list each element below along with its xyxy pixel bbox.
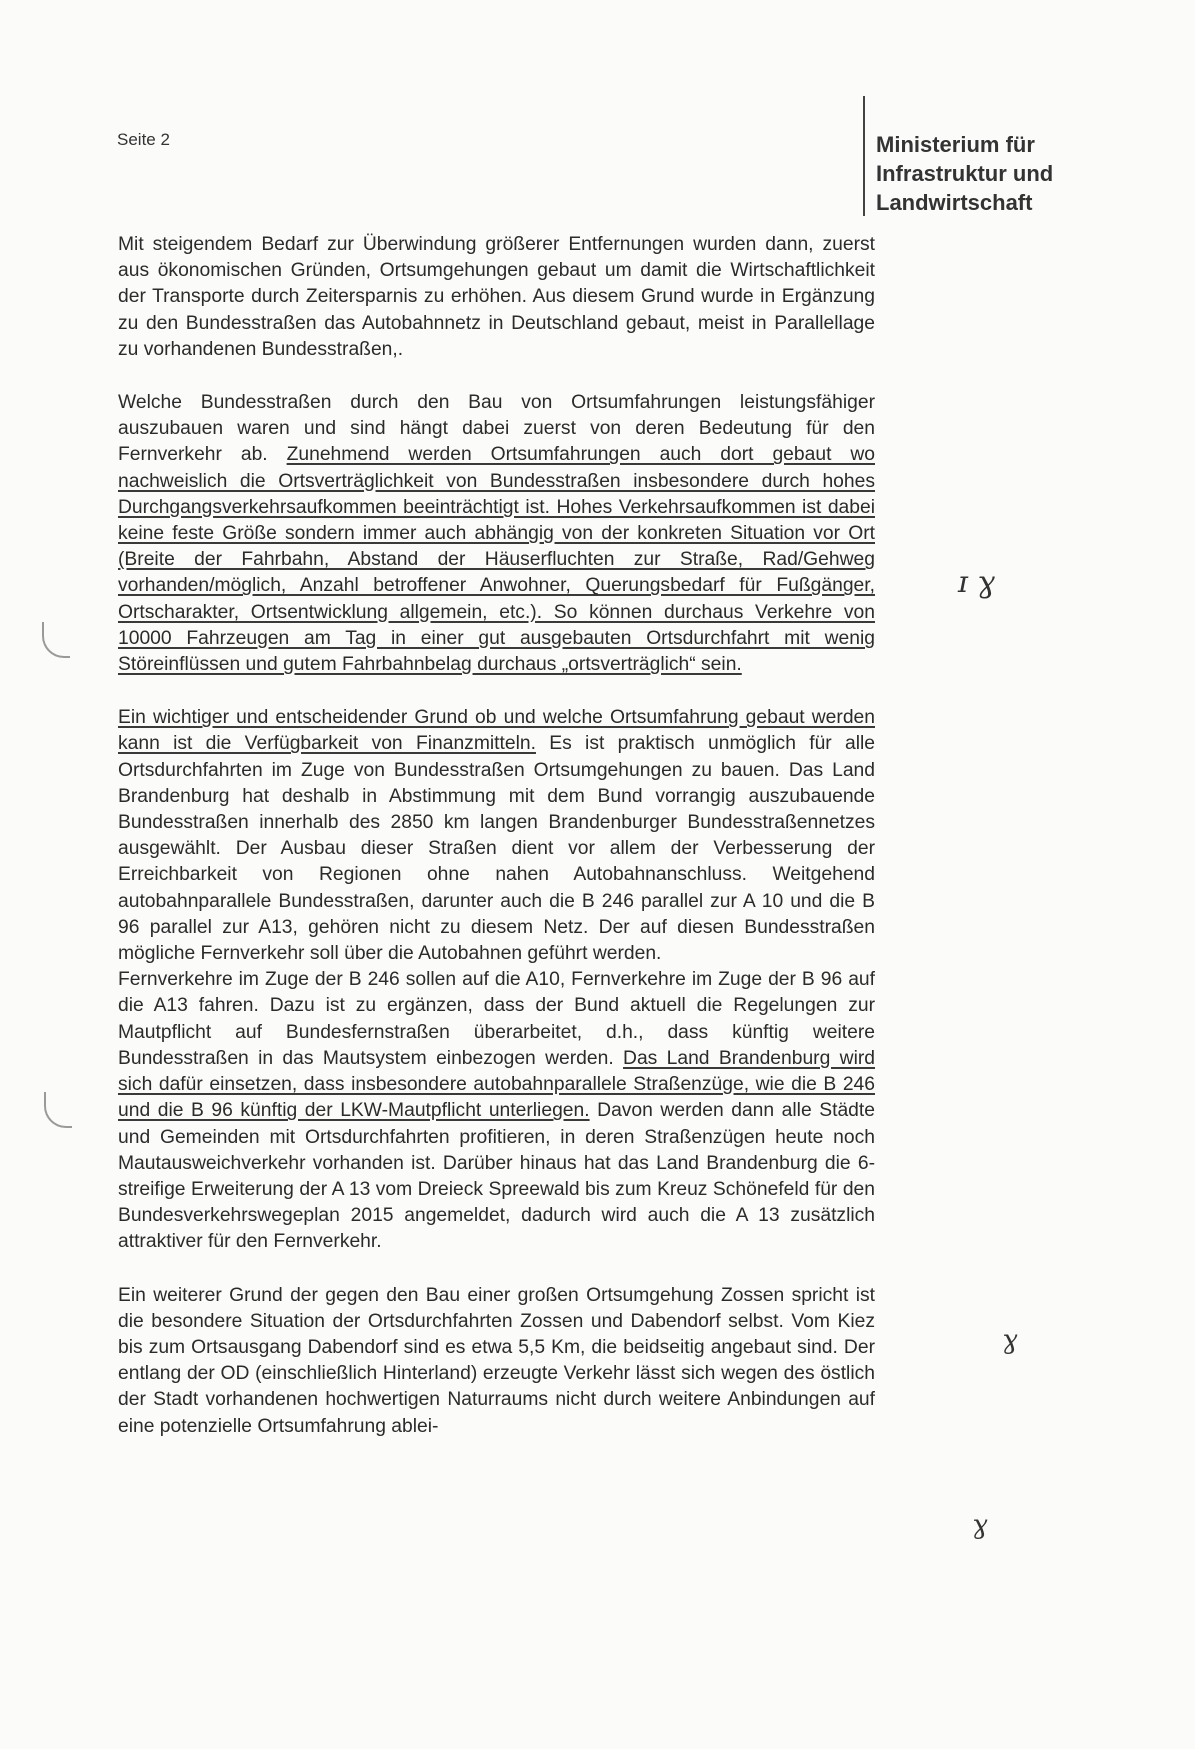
punch-hole-mark — [44, 1092, 72, 1128]
paragraph-3-underlined: Ein wichtiger und entscheidender Grund ob und welche Ortsumfahrung gebaut werden kann ist die Verfügbarkeit von Finanzmitteln. — [118, 707, 875, 755]
paragraph-4-underlined: Das Land Brandenburg wird sich dafür einsetzen, dass insbesondere autobahnparallele Straßenzüge, wie die B 246 und die B 96 künftig der LKW-Mautpflicht unterliegen. — [118, 1047, 875, 1122]
paragraph-1: Mit steigendem Bedarf zur Überwindung größerer Entfernungen wurden dann, zuerst aus ökonomischen Gründen, Ortsumgehungen gebaut um damit die Wirtschaftlichkeit der Transporte durch Zeitersparnis zu erhöhen. Aus diesem Grund wurde in Ergänzung zu den Bundesstraßen das Autobahnnetz in Deutschland gebaut, meist in Parallellage zu vorhandenen Bundesstraßen,. — [118, 234, 875, 360]
header-divider — [863, 96, 865, 216]
page-number: Seite 2 — [117, 130, 170, 149]
paragraph-3-rest: Es ist praktisch unmöglich für alle Ortsdurchfahrten im Zuge von Bundesstraßen Ortsumgehungen zu bauen. Das Land Brandenburg hat deshalb in Abstimmung mit dem Bund vorrangig auszubauende Bundesstraßen innerhalb des 2850 km langen Brandenburger Bundesstraßennetzes ausgewählt. Der Ausbau dieser Straßen dient vor allem der Verbesserung der Erreichbarkeit von Regionen ohne nahen Autobahnanschluss. Weitgehend autobahnparallele Bundesstraßen, darunter auch die B 246 parallel zur A 10 und die B 96 parallel zur A13, gehören nicht zu diesem Netz. Der auf diesen Bundesstraßen mögliche Fernverkehr soll über die Autobahnen geführt werden. — [118, 733, 876, 965]
paragraph-4-intro: Fernverkehre im Zuge der B 246 sollen auf die A10, Fernverkehre im Zuge der B 96 auf die A13 fahren. Dazu ist zu ergänzen, dass der Bund aktuell die Regelungen zur Mautpflicht auf Bundesfernstraßen überarbeitet, d.h., dass künftig weitere Bundesstraßen in das Mautsystem einbezogen werden. — [118, 969, 875, 1069]
paragraph-2 — [118, 390, 875, 678]
paragraph-2-underlined: Zunehmend werden Ortsumfahrungen auch dort gebaut wo nachweislich die Ortsverträglichkeit von Bundesstraßen insbesondere durch hohes Durchgangsverkehrsaufkommen beeinträchtigt ist. Hohes Verkehrsaufkommen ist dabei keine feste Größe sondern immer auch abhängig von der konkreten Situation vor Ort (Breite der Fahrbahn, Abstand der Häuserfluchten zur Straße, Rad/Gehweg vorhanden/möglich, Anzahl betroffener Anwohner, Querungsbedarf für Fußgänger, Ortscharakter, Ortsentwicklung allgemein, etc.). So können durchaus Verkehre von 10000 Fahrzeugen am Tag in einer gut ausgebauten Ortsdurchfahrt mit wenig Störeinflüssen und gutem Fahrbahnbelag durchaus „ortsverträglich“ sein. — [118, 444, 875, 676]
margin-check-mark: ɣ — [1002, 1325, 1018, 1355]
ministry-header — [876, 130, 1053, 217]
ministry-line-3: Landwirtschaft — [876, 190, 1033, 215]
letter-body — [118, 232, 875, 1440]
paragraph-5: Ein weiterer Grund der gegen den Bau einer großen Ortsumgehung Zossen spricht ist die besondere Situation der Ortsdurchfahrten Zossen und Dabendorf selbst. Vom Kiez bis zum Ortsausgang Dabendorf sind es etwa 5,5 Km, die beidseitig angebaut sind. Der entlang der OD (einschließlich Hinterland) erzeugte Verkehr lässt sich wegen des östlich der Stadt vorhandenen hochwertigen Naturraums nicht durch weitere Anbindungen auf eine potenzielle Ortsumfahrung ablei- — [118, 1284, 875, 1437]
paragraph-3 — [118, 705, 875, 967]
punch-hole-mark — [42, 622, 70, 658]
paragraph-4 — [118, 967, 875, 1255]
ministry-line-1: Ministerium für — [876, 132, 1035, 157]
margin-check-mark: ɪ ɣ — [958, 565, 996, 600]
ministry-line-2: Infrastruktur und — [876, 161, 1054, 186]
paragraph-4-rest: Davon werden dann alle Städte und Gemeinden mit Ortsdurchfahrten profitieren, in deren Straßenzügen heute noch Mautausweichverkehr vorhanden ist. Darüber hinaus hat das Land Brandenburg die 6-streifige Erweiterung der A 13 vom Dreieck Spreewald bis zum Kreuz Schönefeld für den Bundesverkehrswegeplan 2015 angemeldet, dadurch wird auch die A 13 zusätzlich attraktiver für den Fernverkehr. — [118, 1100, 875, 1253]
paragraph-2-intro: Welche Bundesstraßen durch den Bau von Ortsumfahrungen leistungsfähiger auszubauen waren und sind hängt dabei zuerst von deren Bedeutung für den Fernverkehr ab. — [118, 392, 875, 466]
margin-check-mark: ɣ — [972, 1510, 988, 1540]
